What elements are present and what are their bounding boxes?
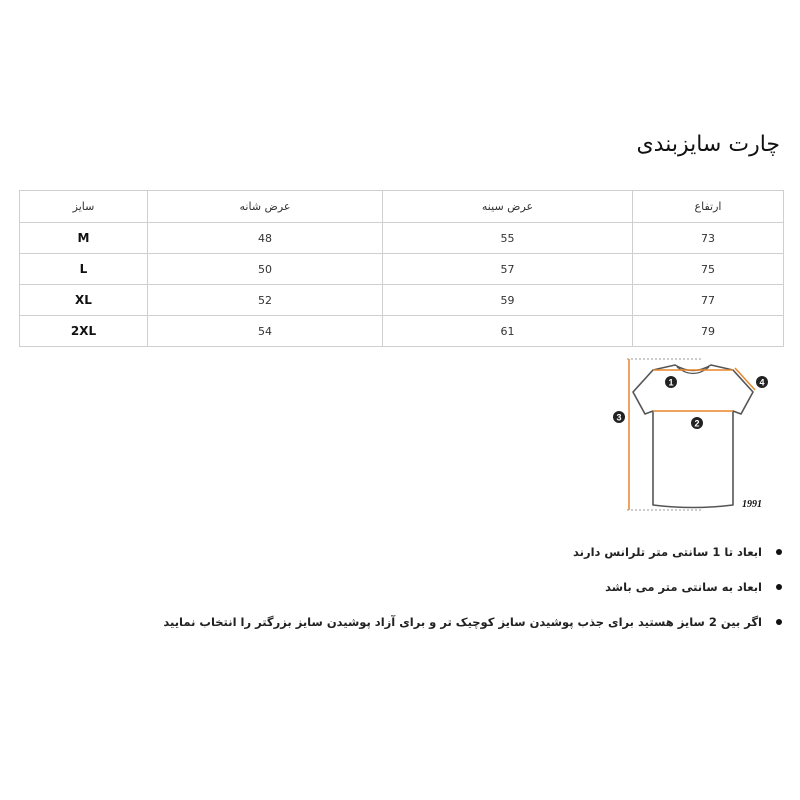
table-row [20,223,784,254]
svg-text:4: 4 [759,377,765,388]
table-row [20,285,784,316]
bullet-icon [776,549,782,555]
cell-height: 75 [633,254,784,285]
marker-1 [665,376,677,388]
cell-shoulder: 52 [148,285,383,316]
cell-height: 79 [633,316,784,347]
tshirt-outline [633,365,753,508]
cell-chest: 57 [383,254,633,285]
marker-3 [613,411,625,423]
tshirt-measurement-diagram [605,352,780,517]
header-chest: عرض سینه [383,191,633,223]
list-item [163,615,782,629]
list-item [222,580,782,594]
svg-text:3: 3 [616,412,622,423]
table-row [20,316,784,347]
cell-chest: 55 [383,223,633,254]
size-chart-table [19,190,784,347]
page-title: چارت سایزبندی [636,132,780,157]
bullet-icon [776,619,782,625]
notes-list [163,545,782,650]
cell-height: 77 [633,285,784,316]
note-text: اگر بین 2 سایز هستید برای جذب پوشیدن سایز کوچیک تر و برای آزاد پوشیدن سایز بزرگتر را انتخاب نمایید [163,615,762,629]
table-header-row [20,191,784,223]
cell-size: 2XL [20,316,148,347]
note-text: ابعاد تا 1 سانتی متر تلرانس دارند [572,545,762,559]
sleeve-measure-line [735,368,755,390]
cell-shoulder: 54 [148,316,383,347]
table-row [20,254,784,285]
note-text: ابعاد به سانتی متر می باشد [605,580,762,594]
svg-text:1: 1 [668,377,674,388]
brand-logo-text: 1991 [742,499,762,510]
bullet-icon [776,584,782,590]
cell-height: 73 [633,223,784,254]
list-item [222,545,782,559]
cell-shoulder: 48 [148,223,383,254]
cell-size: XL [20,285,148,316]
marker-2 [691,417,703,429]
cell-size: L [20,254,148,285]
header-height: ارتفاع [633,191,784,223]
header-shoulder: عرض شانه [148,191,383,223]
marker-4 [756,376,768,388]
cell-chest: 59 [383,285,633,316]
cell-chest: 61 [383,316,633,347]
header-size: سایز [20,191,148,223]
svg-text:2: 2 [694,418,700,429]
cell-size: M [20,223,148,254]
cell-shoulder: 50 [148,254,383,285]
